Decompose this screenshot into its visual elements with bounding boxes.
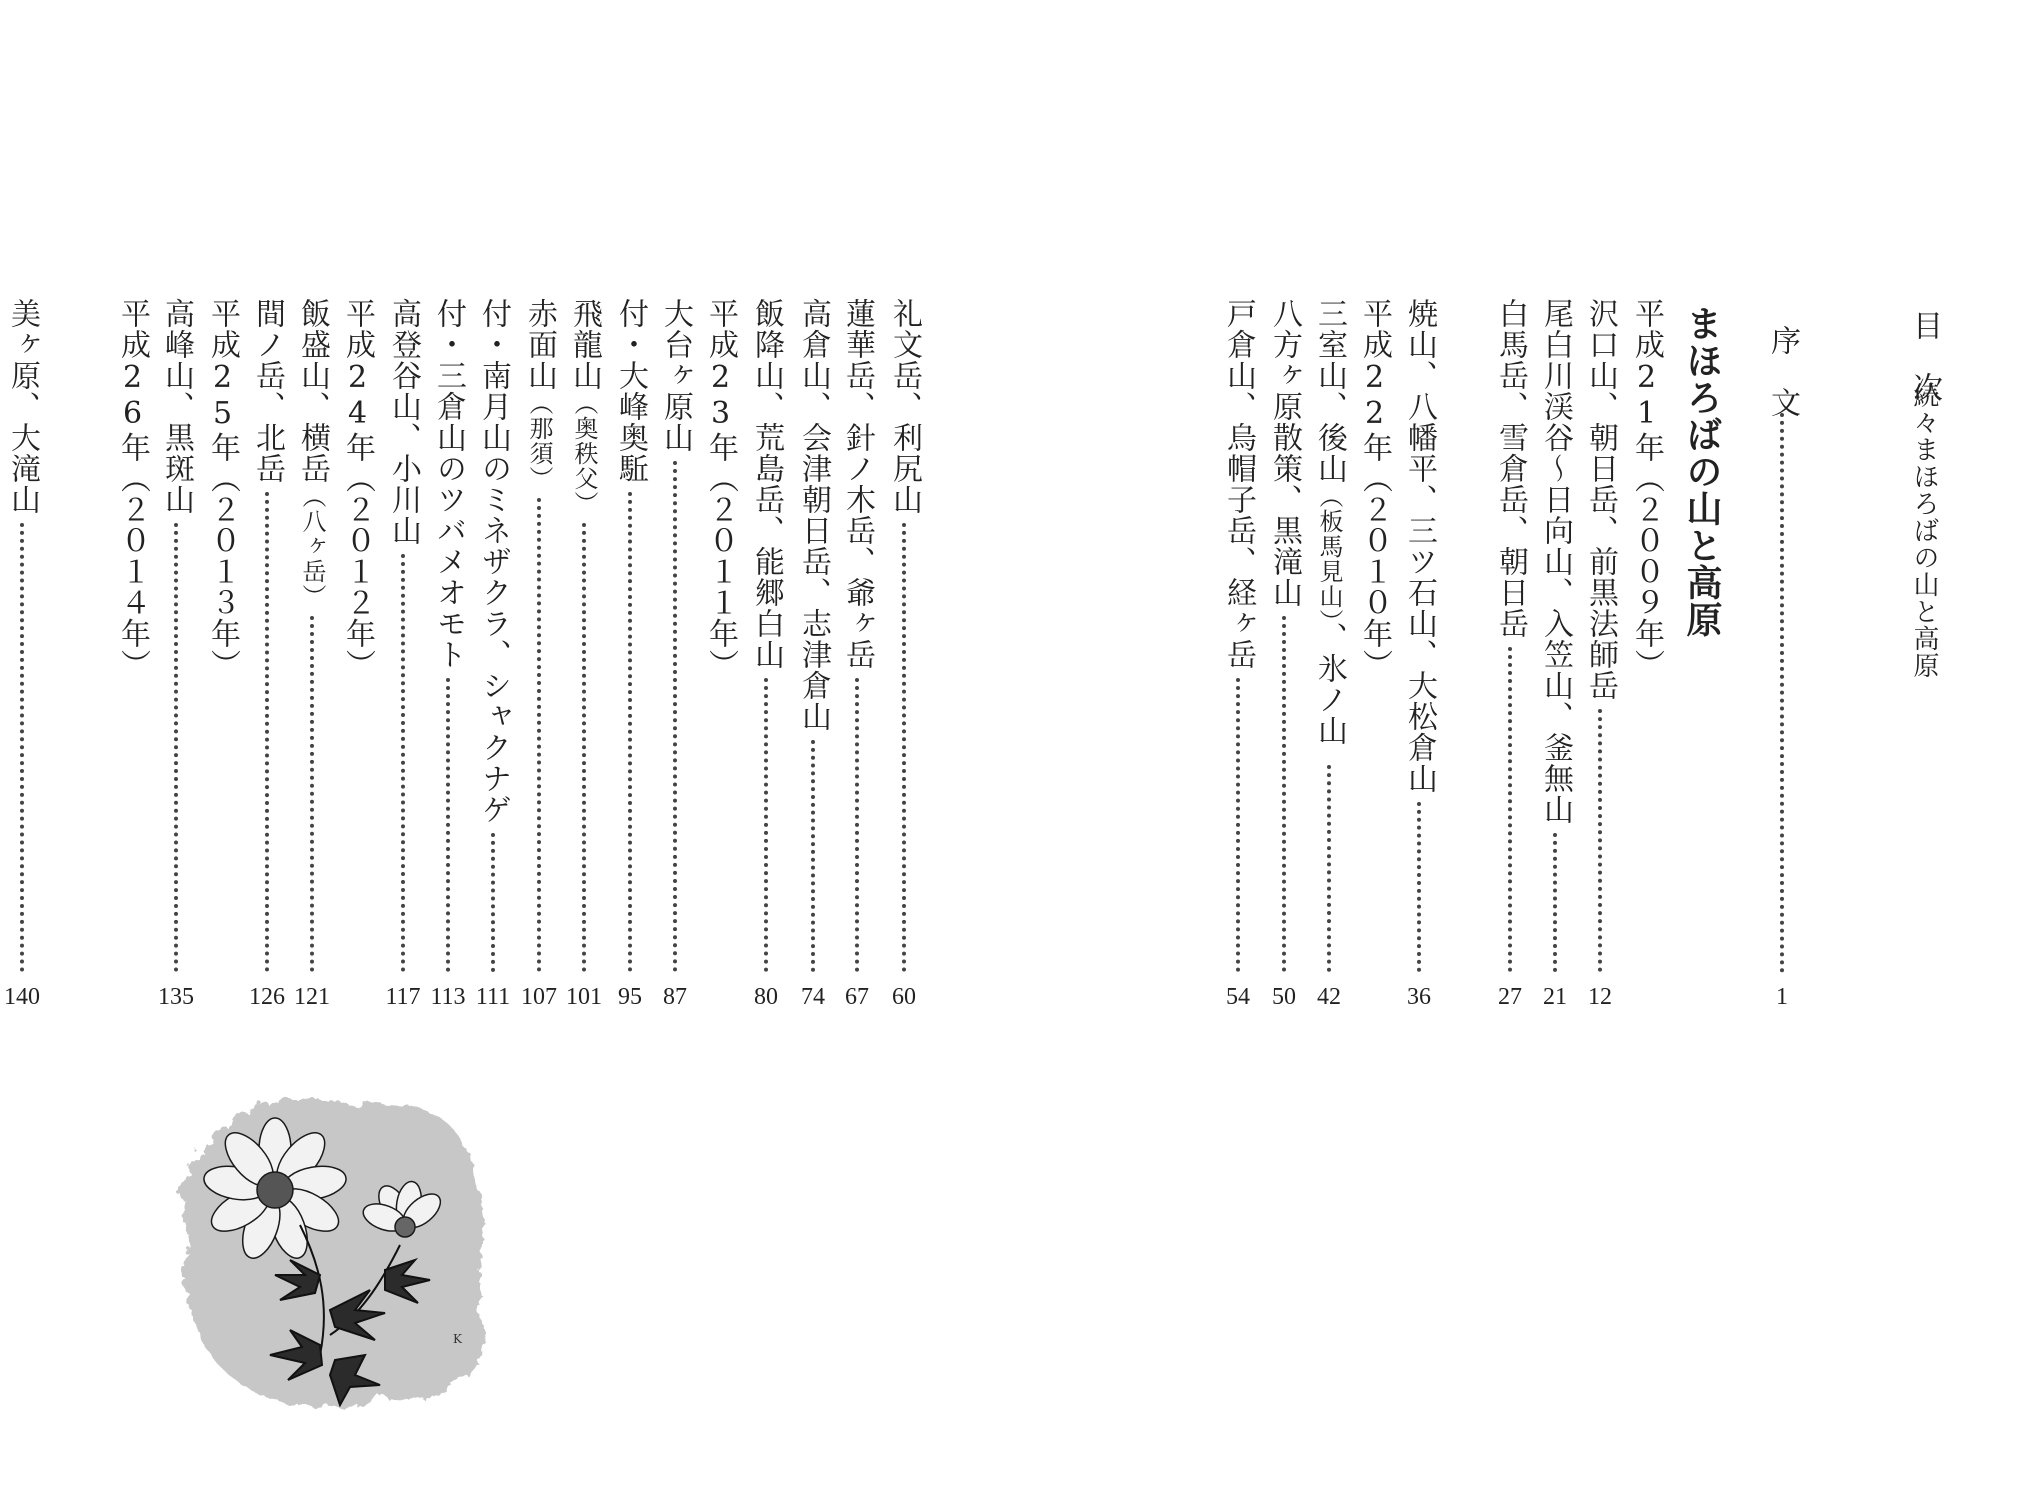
running-title: 続々まほろばの山と高原 bbox=[1909, 382, 1939, 679]
toc-entry-tail: 、氷ノ山 bbox=[1312, 622, 1347, 746]
toc-entry-title: 礼文岳、利尻山 bbox=[887, 298, 922, 515]
leader-dots bbox=[902, 523, 906, 972]
toc-entry-title: 平成26年（２０１４年） bbox=[115, 298, 150, 680]
leader-dots bbox=[1236, 678, 1240, 972]
toc-entry-page: 50 bbox=[1272, 984, 1296, 1010]
toc-entry-title: 平成21年（２００９年） bbox=[1629, 298, 1664, 680]
toc-entry-page: 101 bbox=[566, 984, 602, 1010]
toc-entry-page: 107 bbox=[521, 984, 557, 1010]
leader-dots bbox=[491, 833, 495, 972]
toc-entry-title: 三室山、後山（板馬見山）、氷ノ山 bbox=[1312, 298, 1347, 746]
leader-dots bbox=[537, 498, 541, 972]
toc-entry-title: 高登谷山、小川山 bbox=[386, 298, 421, 546]
toc-entry-note: （那須） bbox=[525, 391, 553, 491]
toc-entry-note: （奥秩父） bbox=[570, 391, 598, 516]
toc-entry-page: 135 bbox=[158, 984, 194, 1010]
leader-dots bbox=[1553, 833, 1557, 972]
toc-label: 目 次 bbox=[1907, 310, 1942, 403]
toc-entry-title: 戸倉山、烏帽子岳、経ヶ岳 bbox=[1221, 298, 1256, 670]
toc-entry-title: 八方ヶ原散策、黒滝山 bbox=[1267, 298, 1302, 608]
artist-mark: K bbox=[453, 1332, 462, 1346]
toc-entry-page: 36 bbox=[1407, 984, 1431, 1010]
toc-entry-title: 高倉山、会津朝日岳、志津倉山 bbox=[796, 298, 831, 732]
leader-dots bbox=[446, 678, 450, 972]
preface-page: 1 bbox=[1776, 984, 1788, 1010]
toc-entry-title: 尾白川渓谷～日向山、入笠山、釜無山 bbox=[1538, 298, 1573, 825]
preface-label: 序 文 bbox=[1765, 325, 1800, 418]
toc-entry-title: 付・大峰奥駈 bbox=[613, 298, 648, 484]
leader-dots bbox=[401, 554, 405, 972]
toc-entry-title: 付・三倉山のツバメオモト bbox=[431, 298, 466, 670]
toc-entry-page: 126 bbox=[249, 984, 285, 1010]
leader-dots bbox=[628, 492, 632, 972]
leader-dots bbox=[811, 740, 815, 972]
leader-dots bbox=[1327, 765, 1331, 972]
leader-dots bbox=[855, 678, 859, 972]
toc-entry-page: 74 bbox=[801, 984, 825, 1010]
toc-entry-title: 間ノ岳、北岳 bbox=[250, 298, 285, 484]
toc-entry-page: 113 bbox=[430, 984, 466, 1010]
leader-dots bbox=[764, 678, 768, 972]
toc-entry-title: 飯降山、荒島岳、能郷白山 bbox=[749, 298, 784, 670]
toc-entry-title: 平成25年（２０１３年） bbox=[205, 298, 240, 680]
toc-entry-page: 21 bbox=[1543, 984, 1567, 1010]
toc-entry-page: 80 bbox=[754, 984, 778, 1010]
toc-entry-title: 付・南月山のミネザクラ、シャクナゲ bbox=[476, 298, 511, 825]
toc-entry-title: 高峰山、黒斑山 bbox=[159, 298, 194, 515]
leader-dots bbox=[582, 523, 586, 972]
main-title: まほろばの山と高原 bbox=[1681, 305, 1723, 638]
toc-entry-page: 12 bbox=[1588, 984, 1612, 1010]
toc-entry-title: 飛龍山（奥秩父） bbox=[567, 298, 602, 516]
toc-entry-title: 平成24年（２０１２年） bbox=[340, 298, 375, 680]
leader-dots bbox=[1282, 616, 1286, 972]
toc-entry-title: 飯盛山、横岳（八ヶ岳） bbox=[295, 298, 330, 609]
toc-entry-title: 沢口山、朝日岳、前黒法師岳 bbox=[1583, 298, 1618, 701]
toc-entry-title: 平成22年（２０１０年） bbox=[1357, 298, 1392, 680]
toc-entry-title: 大台ヶ原山 bbox=[658, 298, 693, 453]
leader-dots bbox=[265, 492, 269, 972]
toc-entry-title: 赤面山（那須） bbox=[522, 298, 557, 491]
leader-dots bbox=[1417, 802, 1421, 972]
toc-entry-title: 美ヶ原、大滝山 bbox=[5, 298, 40, 515]
toc-entry-page: 27 bbox=[1498, 984, 1522, 1010]
toc-entry-page: 117 bbox=[385, 984, 421, 1010]
toc-entry-page: 121 bbox=[294, 984, 330, 1010]
toc-entry-page: 87 bbox=[663, 984, 687, 1010]
toc-entry-page: 95 bbox=[618, 984, 642, 1010]
leader-dots bbox=[174, 523, 178, 972]
flower-illustration bbox=[170, 1075, 490, 1420]
toc-entry-title: 平成23年（２０１１年） bbox=[703, 298, 738, 680]
toc-entry-page: 140 bbox=[4, 984, 40, 1010]
leader-dots bbox=[673, 461, 677, 972]
toc-entry-title: 焼山、八幡平、三ツ石山、大松倉山 bbox=[1402, 298, 1437, 794]
ink-wash-background bbox=[179, 1095, 480, 1405]
toc-entry-page: 60 bbox=[892, 984, 916, 1010]
toc-entry-note: （板馬見山） bbox=[1315, 484, 1343, 622]
toc-entry-note: （八ヶ岳） bbox=[298, 484, 326, 609]
toc-entry-page: 67 bbox=[845, 984, 869, 1010]
leader-dots bbox=[1598, 709, 1602, 972]
toc-entry-title: 蓮華岳、針ノ木岳、爺ヶ岳 bbox=[840, 298, 875, 670]
leader-dots bbox=[20, 523, 24, 972]
toc-entry-page: 54 bbox=[1226, 984, 1250, 1010]
toc-entry-title: 白馬岳、雪倉岳、朝日岳 bbox=[1493, 298, 1528, 639]
leader-dots bbox=[310, 616, 314, 972]
toc-entry-page: 111 bbox=[475, 984, 511, 1010]
leader-dots bbox=[1508, 647, 1512, 972]
toc-entry-page: 42 bbox=[1317, 984, 1341, 1010]
